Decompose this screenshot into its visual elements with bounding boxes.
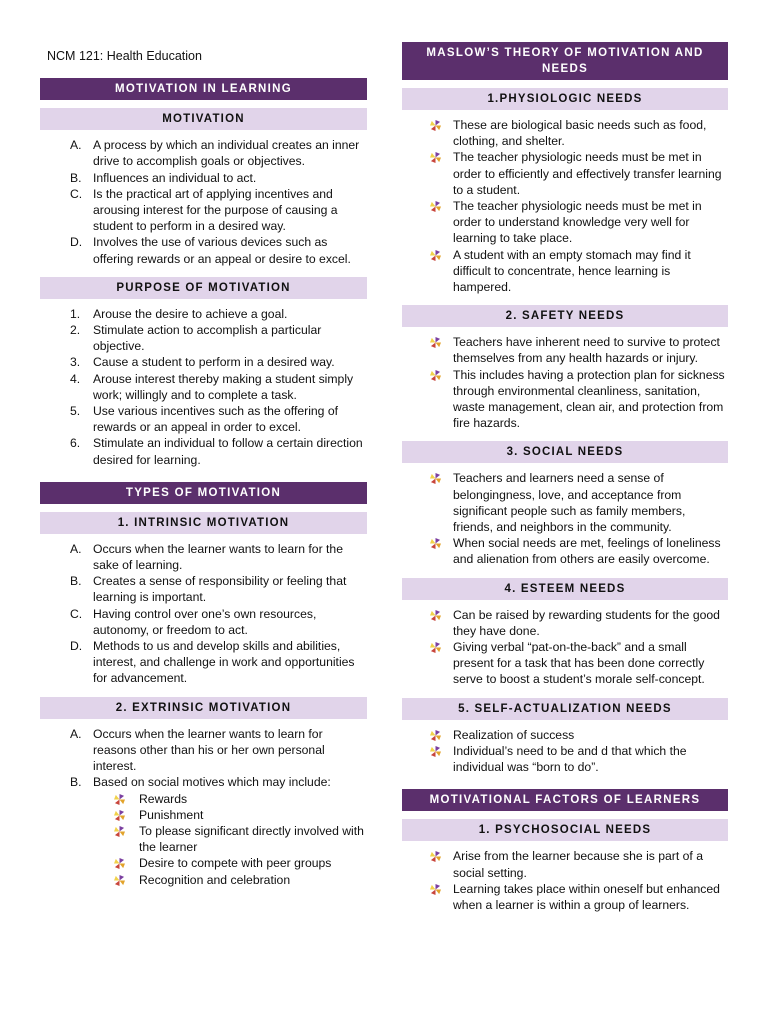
pinwheel-bullet-icon [430, 730, 441, 741]
list-item: Recognition and celebration [40, 872, 367, 888]
pinwheel-bullet-icon [430, 884, 441, 895]
list-item: The teacher physiologic needs must be met in order to efficiently and effectively transfer learning to a student. [402, 149, 728, 198]
list-item: Realization of success [402, 727, 728, 743]
list-item: 2. Stimulate action to accomplish a particular objective. [70, 323, 322, 354]
heading-physiologic-needs: 1.PHYSIOLOGIC NEEDS [402, 88, 728, 110]
list-item: A. A process by which an individual creates an inner drive to accomplish goals or objectives. [70, 138, 360, 169]
list-item: A student with an empty stomach may find it difficult to concentrate, hence learning is hampered. [402, 247, 728, 296]
list-item: To please significant directly involved with the learner [40, 823, 367, 855]
heading-social-needs: 3. SOCIAL NEEDS [402, 441, 728, 463]
physiologic-list [402, 110, 728, 305]
extrinsic-list [40, 719, 367, 791]
heading-intrinsic-motivation: 1. INTRINSIC MOTIVATION [40, 512, 367, 534]
list-item: Can be raised by rewarding students for the good they have done. [402, 607, 728, 639]
pinwheel-bullet-icon [430, 370, 441, 381]
section-title-types-of-motivation: TYPES OF MOTIVATION [40, 482, 367, 504]
heading-motivation: MOTIVATION [40, 108, 367, 130]
list-item: A. Occurs when the learner wants to learn for the sake of learning. [70, 541, 343, 573]
list-item: Giving verbal “pat-on-the-back” and a small present for a task that has been done correctly serve to boost a student’s morale self-concept. [402, 639, 728, 688]
list-item: C. Is the practical art of applying incentives and arousing interest for the purpose of causing a student to perform in a desired way. [70, 186, 338, 234]
pinwheel-bullet-icon [114, 858, 125, 869]
section-title-motivational-factors: MOTIVATIONAL FACTORS OF LEARNERS [402, 789, 728, 811]
pinwheel-bullet-icon [430, 152, 441, 163]
list-item: 4. Arouse interest thereby making a student simply work; willingly and to complete a task. [70, 371, 354, 402]
self-actualization-list [402, 720, 728, 786]
list-item: 6. Stimulate an individual to follow a certain direction desired for learning. [70, 436, 363, 467]
heading-esteem-needs: 4. ESTEEM NEEDS [402, 578, 728, 600]
list-item: 5. Use various incentives such as the offering of rewards or an appeal in order to excel. [70, 404, 339, 435]
heading-purpose-of-motivation: PURPOSE OF MOTIVATION [40, 277, 367, 299]
list-item: Teachers and learners need a sense of belongingness, love, and acceptance from significant people such as family members, friends, and neighbors in the community. [402, 470, 728, 535]
pinwheel-bullet-icon [114, 875, 125, 886]
list-item: D. Methods to us and develop skills and abilities, interest, and challenge in work and opportunities for advancement. [70, 639, 355, 686]
pinwheel-bullet-icon [430, 851, 441, 862]
pinwheel-bullet-icon [430, 642, 441, 653]
heading-extrinsic-motivation: 2. EXTRINSIC MOTIVATION [40, 697, 367, 719]
left-column [40, 48, 367, 888]
pinwheel-bullet-icon [430, 473, 441, 484]
list-item: A. Occurs when the learner wants to learn for reasons other than his or her own personal interest. [70, 726, 325, 774]
list-item: C. Having control over one’s own resources, autonomy, or freedom to act. [70, 606, 317, 637]
course-header: NCM 121: Health Education [47, 49, 202, 63]
pinwheel-bullet-icon [430, 337, 441, 348]
list-item: Arise from the learner because she is part of a social setting. [402, 848, 728, 880]
list-item: The teacher physiologic needs must be met in order to understand knowledge very well for learning to take place. [402, 198, 728, 247]
list-item: 1. Arouse the desire to achieve a goal. [70, 306, 288, 321]
list-item: This includes having a protection plan for sickness through environmental cleanliness, sanitation, waste management, clean air, and protection from fire hazards. [402, 367, 728, 432]
list-item: Individual’s need to be and d that which the individual was “born to do”. [402, 743, 728, 775]
pinwheel-bullet-icon [114, 794, 125, 805]
section-title-motivation-in-learning: MOTIVATION IN LEARNING [40, 78, 367, 100]
pinwheel-bullet-icon [430, 250, 441, 261]
list-item: B. Influences an individual to act. [70, 170, 257, 185]
list-item: When social needs are met, feelings of loneliness and alienation from others are easily overcome. [402, 535, 728, 567]
list-item: Learning takes place within oneself but enhanced when a learner is within a group of learners. [402, 881, 728, 913]
purpose-list [40, 299, 367, 478]
list-item: These are biological basic needs such as food, clothing, and shelter. [402, 117, 728, 149]
pinwheel-bullet-icon [114, 826, 125, 837]
social-list [402, 463, 728, 577]
list-item: Punishment [40, 807, 367, 823]
right-column [402, 42, 728, 923]
list-item: D. Involves the use of various devices such as offering rewards or an appeal or desire to excel. [70, 235, 351, 266]
psychosocial-list [402, 841, 728, 923]
heading-self-actualization-needs: 5. SELF-ACTUALIZATION NEEDS [402, 698, 728, 720]
safety-list [402, 327, 728, 441]
list-item: B. Creates a sense of responsibility or feeling that learning is important. [70, 574, 347, 605]
list-item: Teachers have inherent need to survive to protect themselves from any health hazards or injury. [402, 334, 728, 366]
pinwheel-bullet-icon [114, 810, 125, 821]
intrinsic-list [40, 534, 367, 697]
list-item: Desire to compete with peer groups [40, 855, 367, 871]
list-item: 3. Cause a student to perform in a desired way. [70, 355, 335, 370]
pinwheel-bullet-icon [430, 201, 441, 212]
heading-psychosocial-needs: 1. PSYCHOSOCIAL NEEDS [402, 819, 728, 841]
pinwheel-bullet-icon [430, 120, 441, 131]
pinwheel-bullet-icon [430, 610, 441, 621]
motivation-list [40, 130, 367, 277]
esteem-list [402, 600, 728, 698]
pinwheel-bullet-icon [430, 746, 441, 757]
social-motives-list [40, 791, 367, 888]
list-item: Rewards [40, 791, 367, 807]
heading-safety-needs: 2. SAFETY NEEDS [402, 305, 728, 327]
list-item: B. Based on social motives which may include: [70, 775, 331, 790]
pinwheel-bullet-icon [430, 538, 441, 549]
section-title-maslow: MASLOW’S THEORY OF MOTIVATION AND NEEDS [402, 42, 728, 80]
